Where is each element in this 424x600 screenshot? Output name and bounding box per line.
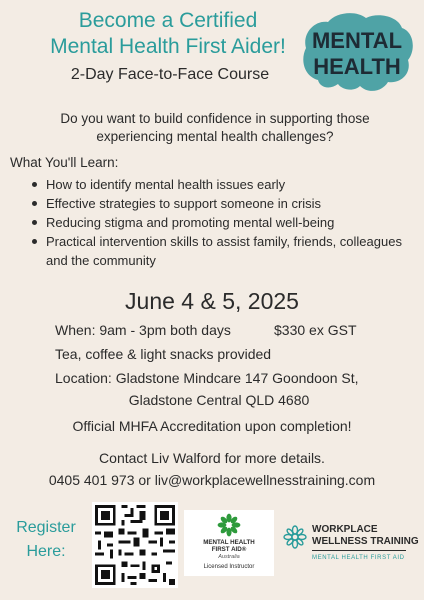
wwt-brand-line-2: WELLNESS TRAINING [312, 536, 419, 547]
mhfa-flower-icon [217, 513, 241, 537]
title-line-1: Become a Certified [78, 9, 258, 32]
learn-item: Practical intervention skills to assist family, friends, colleagues and the community [18, 232, 418, 270]
register-line-2: Here: [26, 543, 66, 560]
learn-heading: What You'll Learn: [10, 155, 119, 170]
contact-details[interactable]: 0405 401 973 or liv@workplacewellnesstraining.com [48, 472, 376, 488]
title-line-2: Mental Health First Aider! [50, 35, 286, 58]
mhfa-name [184, 539, 274, 553]
event-date: June 4 & 5, 2025 [125, 288, 299, 314]
mhfa-instructor-badge [184, 510, 274, 576]
accreditation-note: Official MHFA Accreditation upon completion! [72, 418, 352, 434]
logo-text-top: MENTAL [311, 28, 403, 53]
intro-question: Do you want to build confidence in supporting those experiencing mental health challenges? [60, 111, 370, 144]
event-price: $330 ex GST [274, 322, 357, 338]
wwt-tagline: MENTAL HEALTH FIRST AID [312, 555, 405, 561]
event-location-line-1: Location: Gladstone Mindcare 147 Goondoon St, [55, 370, 359, 386]
register-line-1: Register [16, 519, 76, 536]
wwt-brand-line-1: WORKPLACE [312, 524, 378, 535]
wwt-brand-name [312, 524, 419, 548]
mhfa-role: Licensed Instructor [203, 564, 255, 570]
mhfa-name-line-1: MENTAL HEALTH [203, 539, 255, 546]
logo-text-bottom: HEALTH [313, 54, 401, 79]
event-time: When: 9am - 3pm both days [55, 322, 231, 338]
learn-item: Effective strategies to support someone in crisis [18, 194, 418, 213]
learn-item: How to identify mental health issues early [18, 175, 418, 194]
learn-item: Reducing stigma and promoting mental well-being [18, 213, 418, 232]
course-subtitle: 2-Day Face-to-Face Course [70, 66, 270, 83]
register-label [16, 516, 76, 564]
learn-list [18, 175, 418, 270]
mhfa-name-line-2: FIRST AID® [211, 546, 247, 553]
event-catering: Tea, coffee & light snacks provided [55, 346, 272, 362]
registration-qr-code[interactable] [92, 502, 178, 588]
page-title [18, 8, 318, 60]
contact-line-1: Contact Liv Walford for more details. [99, 450, 325, 466]
event-location-line-2: Gladstone Central QLD 4680 [128, 392, 310, 408]
mhfa-country: Australia [218, 554, 240, 560]
wwt-divider [312, 550, 406, 551]
workplace-wellness-mandala-icon [282, 524, 308, 550]
mental-health-brain-logo [298, 10, 416, 94]
